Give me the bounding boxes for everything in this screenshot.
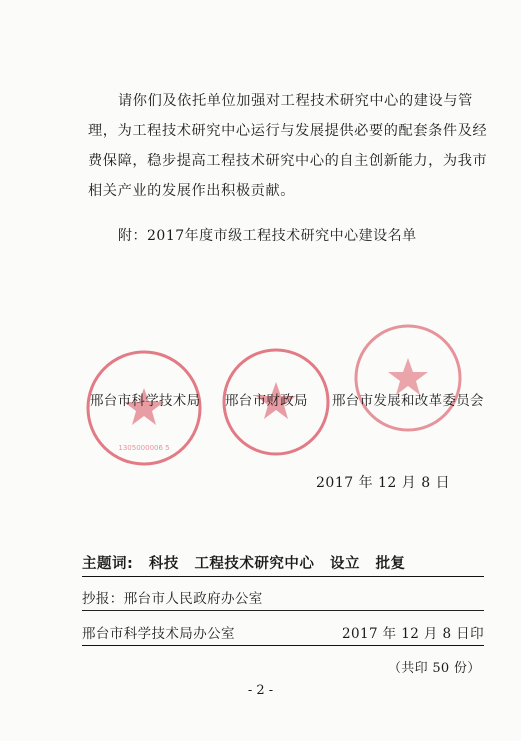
issuing-office: 邢台市科学技术局办公室: [82, 626, 235, 642]
svg-text:1305000006 5: 1305000006 5: [118, 444, 170, 452]
signatory-science-bureau: 邢台市科学技术局: [90, 393, 201, 409]
body-paragraph: [88, 86, 488, 206]
print-date: 2017 年 12 月 8 日印: [342, 626, 484, 642]
divider: [82, 645, 484, 646]
subject-term: 科技: [148, 556, 179, 572]
signature-date: 2017 年 12 月 8 日: [316, 475, 451, 491]
subject-term: 批复: [375, 556, 406, 572]
subject-terms: [82, 552, 416, 573]
body-paragraph-text: 请你们及依托单位加强对工程技术研究中心的建设与管理，为工程技术研究中心运行与发展提供必要的配套条件及经费保障，稳步提高工程技术研究中心的自主创新能力，为我市相关产业的发展作出积极贡献。: [88, 93, 488, 199]
subject-term: 设立: [330, 556, 360, 572]
signatories: [0, 382, 521, 412]
cc-line: 抄报：邢台市人民政府办公室: [82, 591, 263, 607]
print-copies: （共印 50 份）: [388, 661, 481, 676]
divider: [82, 610, 484, 611]
subject-label: 主题词:: [82, 556, 134, 572]
divider: [82, 576, 484, 577]
seal-development-commission: [350, 320, 466, 436]
page-number: - 2 -: [247, 683, 274, 698]
attachment-line: 附：2017年度市级工程技术研究中心建设名单: [118, 228, 417, 244]
signatory-finance-bureau: 邢台市财政局: [225, 393, 308, 409]
signatory-development-commission: 邢台市发展和改革委员会: [332, 393, 484, 409]
subject-term: 工程技术研究中心: [194, 556, 315, 572]
